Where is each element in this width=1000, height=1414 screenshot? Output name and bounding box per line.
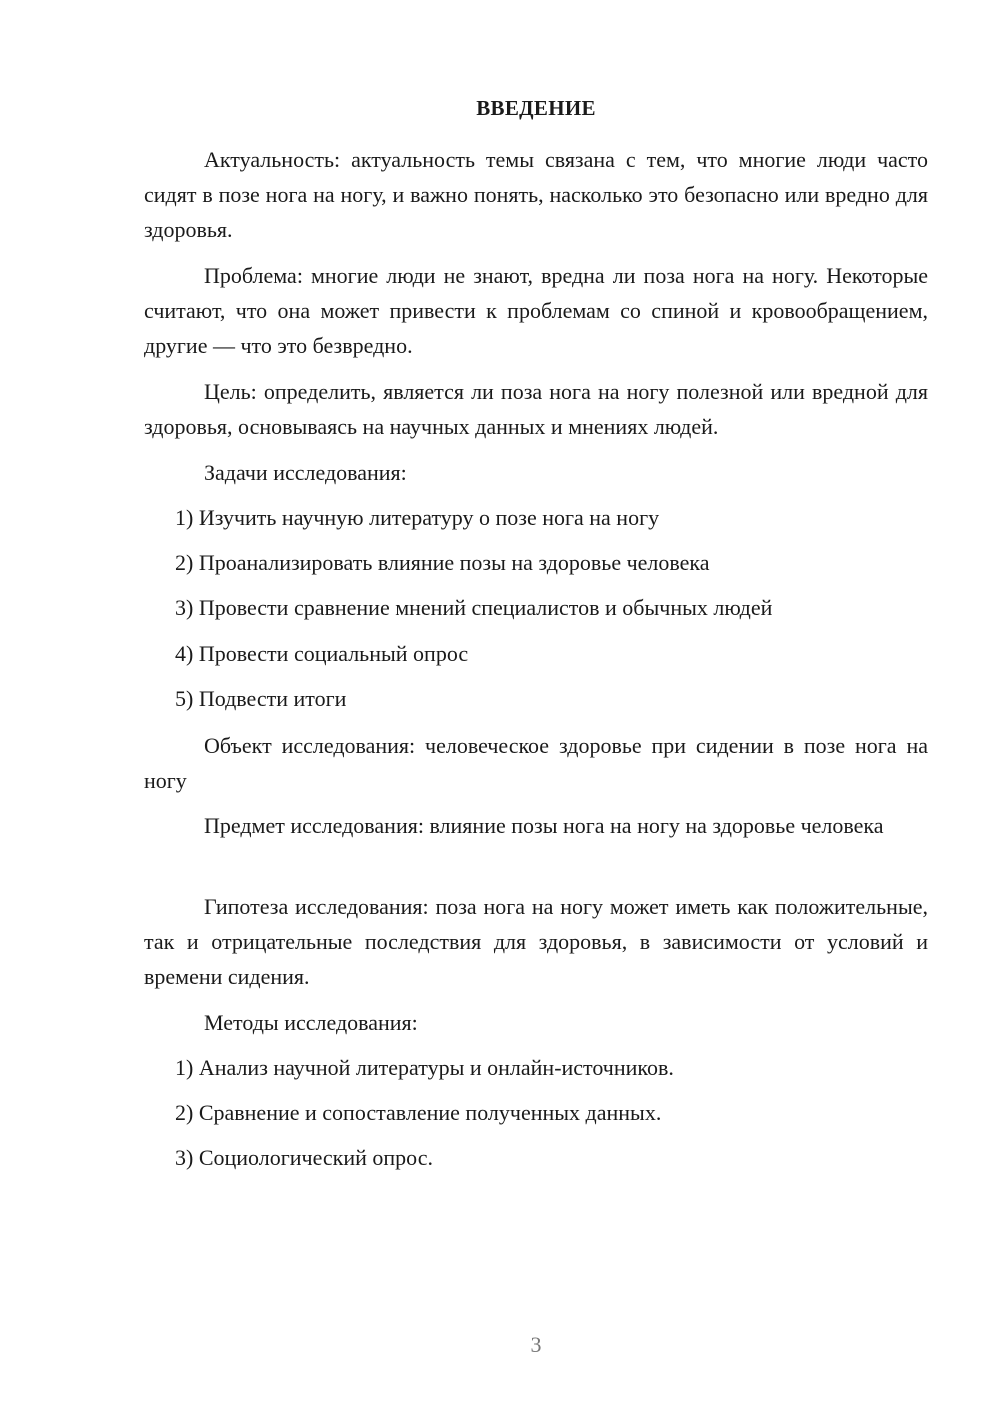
task-item: 1) Изучить научную литературу о позе нога на ногу [175,505,660,530]
goal-paragraph: Цель: определить, является ли поза нога на ногу полезной или вредной для здоровья, основываясь на научных данных и мнениях людей. [144,379,928,439]
method-item: 3) Социологический опрос. [175,1145,433,1170]
problem-paragraph: Проблема: многие люди не знают, вредна ли поза нога на ногу. Некоторые считают, что она может привести к проблемам со спиной и кровообращением, другие — что это безвредно. [144,263,928,358]
object-paragraph: Объект исследования: человеческое здоровье при сидении в позе нога на ногу [144,733,928,793]
task-item: 3) Провести сравнение мнений специалистов и обычных людей [175,595,773,620]
hypothesis-paragraph: Гипотеза исследования: поза нога на ногу может иметь как положительные, так и отрицательные последствия для здоровья, в зависимости от условий и времени сидения. [144,894,928,989]
document-page [144,0,928,1414]
subject-paragraph: Предмет исследования: влияние позы нога на ногу на здоровье человека [204,813,884,838]
method-item: 2) Сравнение и сопоставление полученных данных. [175,1100,662,1125]
method-item: 1) Анализ научной литературы и онлайн-источников. [175,1055,674,1080]
page-number: 3 [530,1332,542,1357]
task-item: 4) Провести социальный опрос [175,641,469,666]
page-title: ВВЕДЕНИЕ [476,96,596,120]
task-item: 2) Проанализировать влияние позы на здоровье человека [175,550,710,575]
relevance-paragraph: Актуальность: актуальность темы связана с тем, что многие люди часто сидят в позе нога на ногу, и важно понять, насколько это безопасно или вредно для здоровья. [144,147,928,242]
methods-heading: Методы исследования: [204,1010,418,1035]
task-item: 5) Подвести итоги [175,686,347,711]
tasks-heading: Задачи исследования: [204,460,407,485]
